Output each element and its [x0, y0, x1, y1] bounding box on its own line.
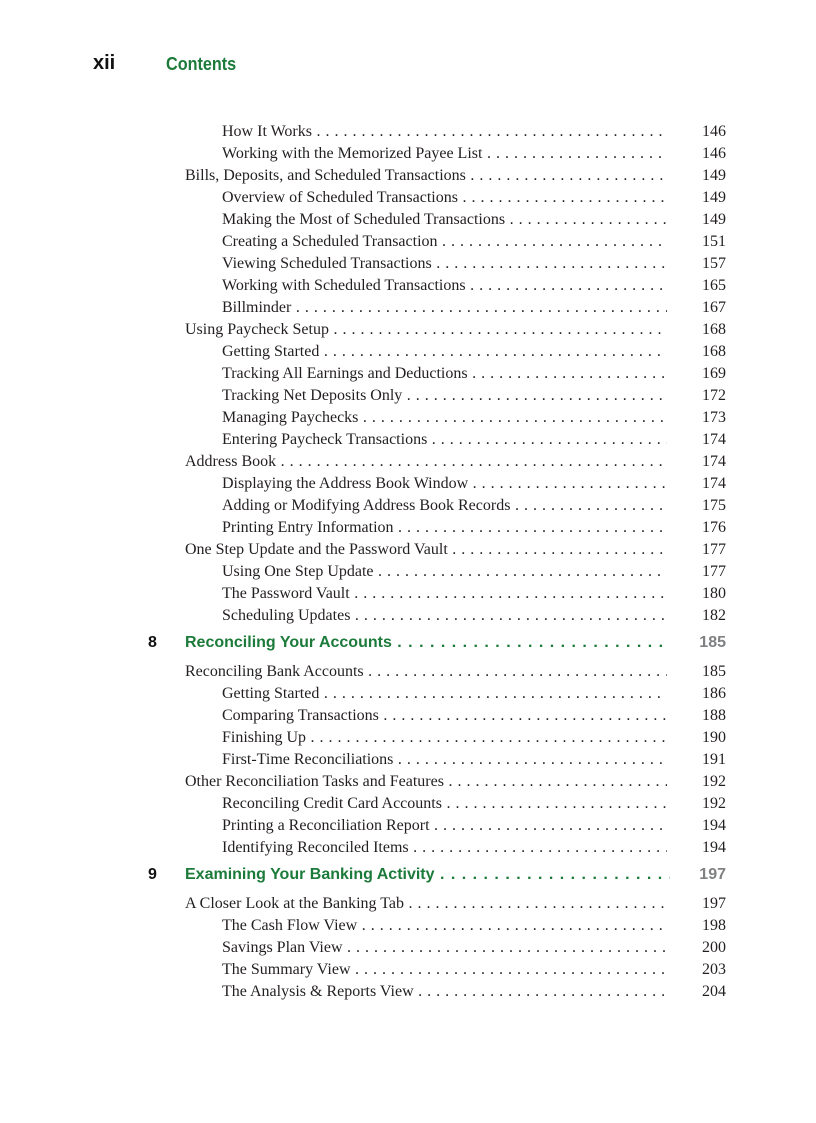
toc-page-number: 174	[702, 453, 726, 470]
toc-entry-title: Making the Most of Scheduled Transactions . . .	[222, 209, 667, 231]
toc-entry-title: Reconciling Your Accounts . . .	[185, 631, 670, 655]
toc-entry-title: The Cash Flow View . . .	[222, 915, 667, 937]
toc-page-number: 180	[702, 585, 726, 602]
toc-page-number: 200	[702, 939, 726, 956]
toc-page-number: 204	[702, 983, 726, 1000]
toc-page-number: 192	[702, 773, 726, 790]
toc-page-number: 176	[702, 519, 726, 536]
toc-entry-title: Examining Your Banking Activity . . .	[185, 863, 670, 887]
toc-entry-title: One Step Update and the Password Vault . . .	[185, 539, 667, 561]
toc-entry	[0, 319, 816, 341]
toc-page-number: 186	[702, 685, 726, 702]
toc-entry	[0, 727, 816, 749]
toc-entry-title: Using Paycheck Setup . . .	[185, 319, 667, 341]
toc-entry-title: Overview of Scheduled Transactions . . .	[222, 187, 667, 209]
toc-entry	[0, 209, 816, 231]
toc-page-number: 149	[702, 211, 726, 228]
toc-entry-title: Scheduling Updates . . .	[222, 605, 667, 627]
toc-page-number: 168	[702, 343, 726, 360]
toc-page-number: 197	[699, 866, 726, 883]
toc-page-number: 188	[702, 707, 726, 724]
toc-entry-title: Identifying Reconciled Items . . .	[222, 837, 667, 859]
toc-entry	[0, 385, 816, 407]
toc-entry	[0, 495, 816, 517]
toc-entry	[0, 539, 816, 561]
toc-entry	[0, 661, 816, 683]
toc-entry	[0, 451, 816, 473]
toc-page-number: 174	[702, 475, 726, 492]
toc-entry	[0, 517, 816, 539]
toc-entry	[0, 143, 816, 165]
toc-entry	[0, 583, 816, 605]
toc-page-number: 172	[702, 387, 726, 404]
toc-entry-title: Billminder . . .	[222, 297, 667, 319]
toc-page-number: 149	[702, 189, 726, 206]
toc-entry-title: Finishing Up . . .	[222, 727, 667, 749]
chapter-number: 9	[148, 866, 157, 883]
toc-page-number: 194	[702, 839, 726, 856]
toc-entry	[0, 749, 816, 771]
toc-page-number: 167	[702, 299, 726, 316]
toc-entry	[0, 297, 816, 319]
section-title: Contents	[166, 54, 237, 74]
toc-entry-title: Savings Plan View . . .	[222, 937, 667, 959]
toc-page-number: 174	[702, 431, 726, 448]
toc-entry-title: Getting Started . . .	[222, 683, 667, 705]
toc-entry-title: Printing Entry Information . . .	[222, 517, 667, 539]
toc-entry	[0, 253, 816, 275]
toc-entry-title: Working with the Memorized Payee List . . .	[222, 143, 667, 165]
toc-page-number: 198	[702, 917, 726, 934]
toc-entry	[0, 363, 816, 385]
toc-page-number: 168	[702, 321, 726, 338]
toc-page-number: 149	[702, 167, 726, 184]
toc-entry	[0, 429, 816, 451]
toc-entry-title: Adding or Modifying Address Book Records . . .	[222, 495, 667, 517]
toc-entry	[0, 407, 816, 429]
toc-entry	[0, 473, 816, 495]
toc-entry	[0, 815, 816, 837]
toc-entry-title: Displaying the Address Book Window . . .	[222, 473, 667, 495]
toc-entry-title: Comparing Transactions . . .	[222, 705, 667, 727]
toc-entry	[0, 683, 816, 705]
toc-entry	[0, 165, 816, 187]
toc-page-number: 169	[702, 365, 726, 382]
toc-entry-title: Reconciling Bank Accounts . . .	[185, 661, 667, 683]
toc-entry-title: How It Works . . .	[222, 121, 667, 143]
page-number: xii	[93, 52, 116, 74]
toc-entry	[0, 915, 816, 937]
toc-entry	[0, 275, 816, 297]
toc-page-number: 185	[702, 663, 726, 680]
toc-entry-title: The Password Vault . . .	[222, 583, 667, 605]
toc-entry-title: Reconciling Credit Card Accounts . . .	[222, 793, 667, 815]
toc-entry-title: Bills, Deposits, and Scheduled Transactions . . .	[185, 165, 667, 187]
toc-entry-title: Using One Step Update . . .	[222, 561, 667, 583]
toc-entry	[0, 561, 816, 583]
toc-page-number: 165	[702, 277, 726, 294]
toc-entry	[0, 705, 816, 727]
toc-entry	[0, 771, 816, 793]
toc-entry-title: A Closer Look at the Banking Tab . . .	[185, 893, 667, 915]
toc-entry	[0, 605, 816, 627]
toc-page-number: 151	[702, 233, 726, 250]
toc-page-number: 146	[702, 145, 726, 162]
table-of-contents	[0, 121, 816, 1003]
toc-page-number: 177	[702, 563, 726, 580]
toc-entry	[0, 837, 816, 859]
toc-page-number: 146	[702, 123, 726, 140]
toc-entry-title: First-Time Reconciliations . . .	[222, 749, 667, 771]
chapter-number: 8	[148, 634, 157, 651]
toc-entry-title: Other Reconciliation Tasks and Features . . .	[185, 771, 667, 793]
toc-page-number: 185	[699, 634, 726, 651]
toc-page-number: 173	[702, 409, 726, 426]
toc-entry-title: Tracking All Earnings and Deductions . . .	[222, 363, 667, 385]
toc-entry	[0, 121, 816, 143]
toc-entry	[0, 231, 816, 253]
toc-entry-title: Entering Paycheck Transactions . . .	[222, 429, 667, 451]
toc-page-number: 182	[702, 607, 726, 624]
toc-entry-title: Address Book . . .	[185, 451, 667, 473]
toc-entry-title: Getting Started . . .	[222, 341, 667, 363]
toc-page-number: 157	[702, 255, 726, 272]
toc-page-number: 197	[702, 895, 726, 912]
toc-entry	[0, 937, 816, 959]
toc-entry-title: Managing Paychecks . . .	[222, 407, 667, 429]
toc-page-number: 191	[702, 751, 726, 768]
toc-entry-title: Printing a Reconciliation Report . . .	[222, 815, 667, 837]
toc-chapter-entry	[0, 631, 816, 661]
toc-entry	[0, 187, 816, 209]
toc-entry-title: Working with Scheduled Transactions . . .	[222, 275, 667, 297]
toc-entry	[0, 959, 816, 981]
toc-page-number: 192	[702, 795, 726, 812]
toc-entry	[0, 981, 816, 1003]
toc-entry	[0, 793, 816, 815]
toc-entry-title: The Analysis & Reports View . . .	[222, 981, 667, 1003]
toc-entry	[0, 893, 816, 915]
toc-entry-title: Creating a Scheduled Transaction . . .	[222, 231, 667, 253]
toc-page-number: 175	[702, 497, 726, 514]
toc-entry	[0, 341, 816, 363]
toc-page-number: 203	[702, 961, 726, 978]
toc-entry-title: Viewing Scheduled Transactions . . .	[222, 253, 667, 275]
toc-page-number: 194	[702, 817, 726, 834]
toc-entry-title: The Summary View . . .	[222, 959, 667, 981]
toc-chapter-entry	[0, 863, 816, 893]
toc-page-number: 190	[702, 729, 726, 746]
toc-page-number: 177	[702, 541, 726, 558]
toc-entry-title: Tracking Net Deposits Only . . .	[222, 385, 667, 407]
